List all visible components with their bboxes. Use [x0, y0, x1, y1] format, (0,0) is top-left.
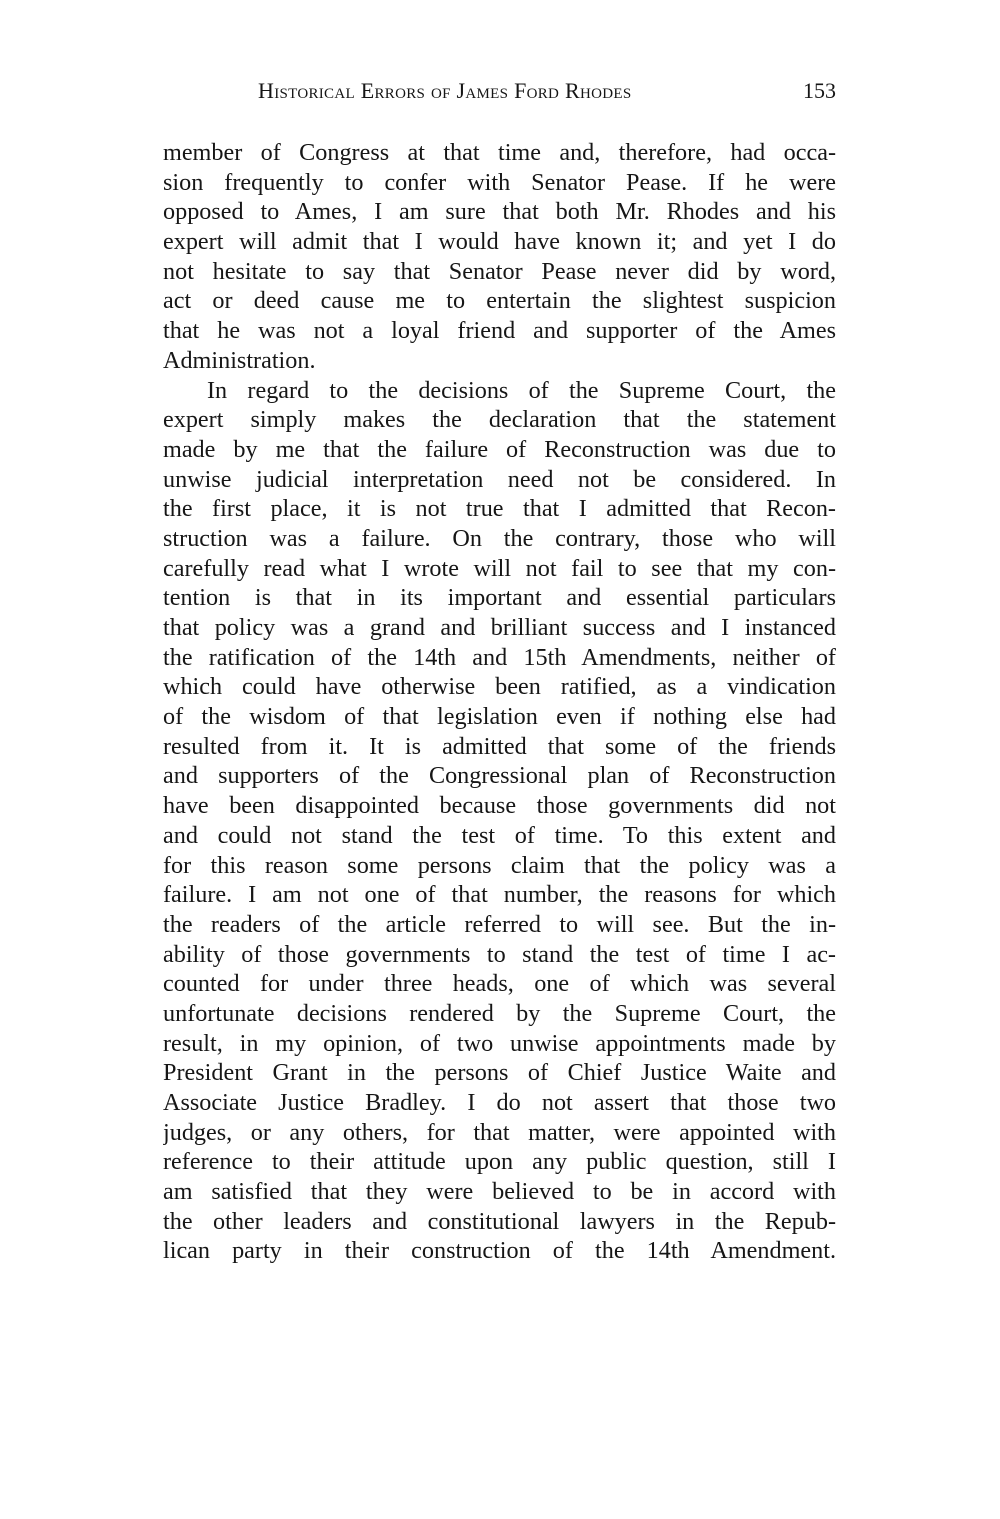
- text-line: counted for under three heads, one of which was several: [163, 970, 836, 998]
- text-line: lican party in their construction of the 14th Amendment.: [163, 1237, 836, 1265]
- text-line: that policy was a grand and brilliant success and I instanced: [163, 614, 836, 641]
- text-line: act or deed cause me to entertain the slightest suspicion: [163, 287, 836, 315]
- text-line: have been disappointed because those governments did not: [163, 792, 836, 820]
- text-line: unfortunate decisions rendered by the Supreme Court, the: [163, 999, 836, 1027]
- text-line: expert will admit that I would have known it; and yet I do: [163, 228, 836, 256]
- text-line: made by me that the failure of Reconstruction was due to: [163, 435, 836, 463]
- text-line: not hesitate to say that Senator Pease never did by word,: [163, 257, 836, 285]
- text-line: carefully read what I wrote will not fail to see that my con-: [163, 554, 836, 582]
- text-line: of the wisdom of that legislation even if nothing else had: [163, 703, 836, 731]
- text-line: resulted from it. It is admitted that some of the friends: [163, 732, 836, 760]
- text-line: opposed to Ames, I am sure that both Mr. Rhodes and his: [163, 198, 836, 226]
- body-text: [163, 138, 836, 1266]
- running-header: [258, 78, 836, 108]
- text-line: the ratification of the 14th and 15th Amendments, neither of: [163, 643, 836, 671]
- text-line: which could have otherwise been ratified, as a vindication: [163, 673, 836, 701]
- text-line: am satisfied that they were believed to be in accord with: [163, 1178, 836, 1206]
- text-line: unwise judicial interpretation need not be considered. In: [163, 465, 836, 493]
- text-line: Administration.: [163, 346, 316, 374]
- text-line: the other leaders and constitutional lawyers in the Repub-: [163, 1207, 836, 1235]
- text-line: and supporters of the Congressional plan of Reconstruction: [163, 762, 836, 790]
- text-line: and could not stand the test of time. To this extent and: [163, 821, 836, 849]
- text-line: member of Congress at that time and, therefore, had occa-: [163, 139, 836, 166]
- text-line: failure. I am not one of that number, the reasons for which: [163, 881, 836, 909]
- text-line: that he was not a loyal friend and supporter of the Ames: [163, 317, 836, 345]
- page-number: 153: [803, 78, 836, 103]
- text-line: ability of those governments to stand the test of time I ac-: [163, 940, 836, 968]
- text-line: the readers of the article referred to will see. But the in-: [163, 910, 836, 938]
- text-line: expert simply makes the declaration that the statement: [163, 406, 836, 434]
- text-line: tention is that in its important and essential particulars: [163, 584, 836, 612]
- text-line: Associate Justice Bradley. I do not assert that those two: [163, 1089, 836, 1116]
- text-line: result, in my opinion, of two unwise appointments made by: [163, 1029, 836, 1057]
- text-line: In regard to the decisions of the Supreme Court, the: [207, 376, 836, 404]
- text-line: struction was a failure. On the contrary, those who will: [163, 524, 836, 552]
- running-title: Historical Errors of James Ford Rhodes: [258, 78, 632, 103]
- text-line: judges, or any others, for that matter, were appointed with: [163, 1118, 836, 1146]
- text-line: the first place, it is not true that I admitted that Recon-: [163, 495, 836, 523]
- text-line: for this reason some persons claim that the policy was a: [163, 851, 836, 879]
- text-line: sion frequently to confer with Senator Pease. If he were: [163, 168, 836, 196]
- text-line: President Grant in the persons of Chief Justice Waite and: [163, 1059, 836, 1087]
- text-line: reference to their attitude upon any public question, still I: [163, 1148, 836, 1176]
